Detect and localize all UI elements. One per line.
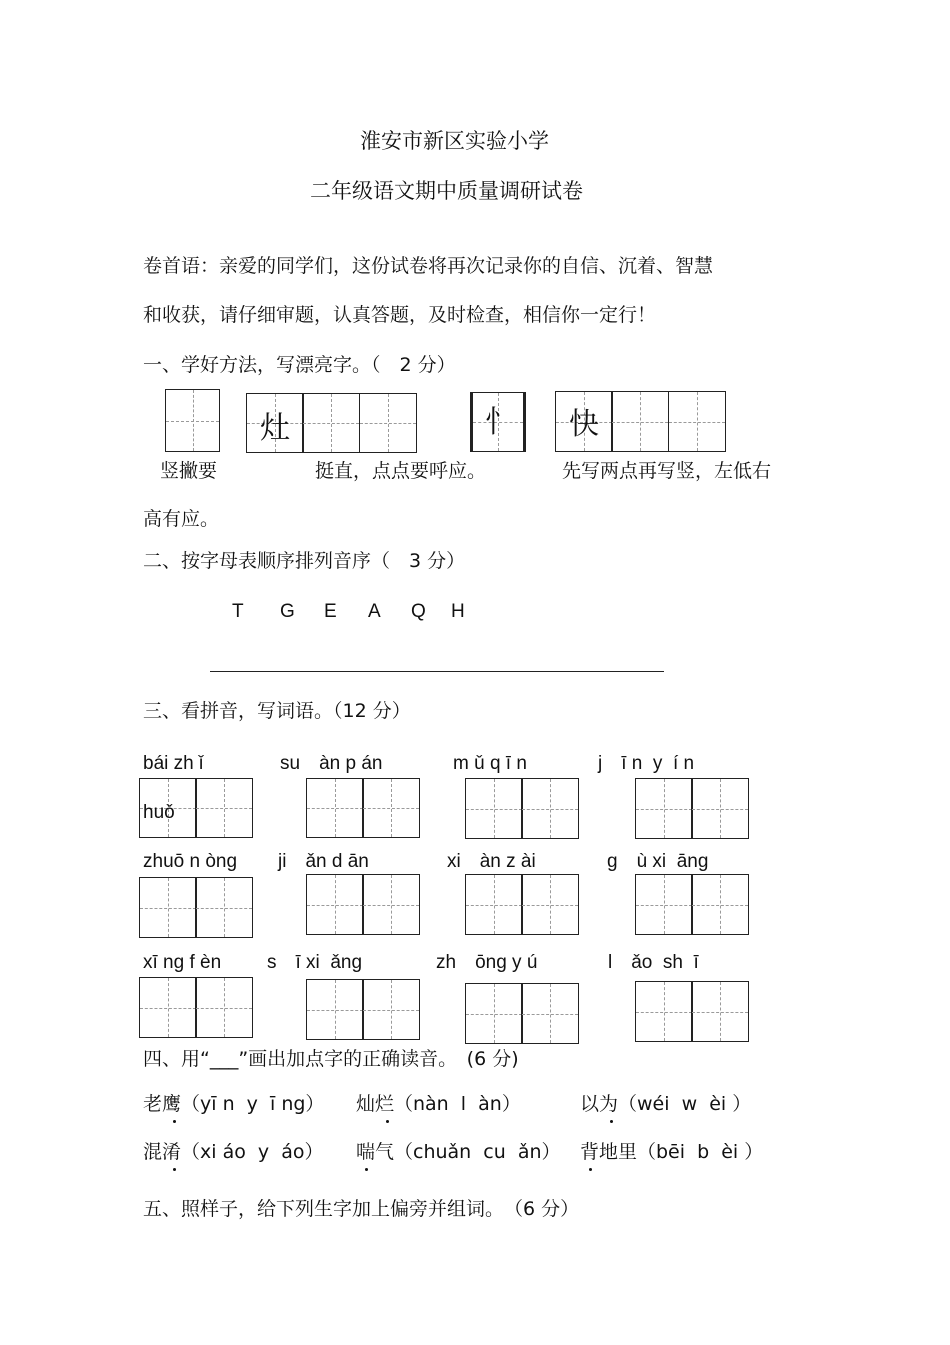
pinyin-r3-1: xī ng f èn: [143, 952, 222, 973]
writing-cell[interactable]: [306, 979, 364, 1040]
writing-cell[interactable]: [362, 979, 420, 1040]
word-grid-r2-4[interactable]: [635, 874, 749, 935]
writing-cell[interactable]: [465, 874, 523, 935]
letter-q: Q: [411, 601, 426, 622]
writing-cell[interactable]: [691, 778, 749, 839]
writing-cell[interactable]: [470, 392, 526, 452]
writing-cell[interactable]: [139, 877, 197, 938]
writing-cell[interactable]: [246, 393, 304, 453]
pinyin-r2-4: g ù xi āng: [607, 851, 709, 872]
writing-grid-3[interactable]: [470, 392, 526, 452]
section-1-heading: 一、学好方法，写漂亮字。（ 2 分）: [143, 354, 456, 376]
writing-cell[interactable]: [635, 981, 693, 1042]
emphasis-dot: [610, 1120, 613, 1123]
writing-grid-2[interactable]: [246, 393, 417, 453]
writing-cell[interactable]: [306, 778, 364, 838]
writing-cell[interactable]: [611, 391, 669, 452]
writing-cell[interactable]: [195, 778, 253, 838]
word-grid-r3-3[interactable]: [465, 983, 579, 1044]
answer-line[interactable]: [210, 671, 664, 672]
pinyin-r1-1: bái zh ǐ: [143, 753, 204, 774]
school-name: 淮安市新区实验小学: [360, 129, 549, 153]
section-4-heading: 四、用“___”画出加点字的正确读音。 (6 分): [143, 1048, 519, 1070]
writing-cell[interactable]: [521, 874, 579, 935]
tip-b: 挺直，点点要呼应。: [315, 460, 487, 482]
writing-cell[interactable]: [165, 389, 220, 452]
writing-cell[interactable]: [306, 874, 364, 935]
char-kuai: 快: [569, 407, 599, 442]
section-5-heading: 五、照样子，给下列生字加上偏旁并组词。 （6 分）: [143, 1198, 580, 1220]
writing-cell[interactable]: [362, 778, 420, 838]
pinyin-r2-1: zhuō n òng: [143, 851, 238, 872]
emphasis-dot: [365, 1168, 368, 1171]
tip-d: 高有应。: [143, 508, 220, 530]
pinyin-r3-3: zh ōng y ú: [436, 952, 538, 973]
letter-g: G: [280, 601, 295, 622]
section-3-heading: 三、看拼音，写词语。（12 分）: [143, 700, 411, 722]
pinyin-r3-4: l ǎo sh ī: [608, 952, 699, 973]
exam-title: 二年级语文期中质量调研试卷: [310, 179, 583, 203]
writing-cell[interactable]: [521, 983, 579, 1044]
pinyin-r1-extra: huǒ: [143, 802, 175, 823]
pinyin-r1-3: m ǔ q ī n: [453, 753, 527, 774]
pron-item-laoying[interactable]: 老鹰（yī n y ī ng）: [143, 1093, 325, 1115]
writing-cell[interactable]: [302, 393, 360, 453]
letter-t: T: [232, 601, 244, 622]
char-xin-radical: 忄: [485, 405, 515, 440]
word-grid-r2-2[interactable]: [306, 874, 420, 935]
pron-item-beidili[interactable]: 背地里（bēi b èi ）: [580, 1141, 764, 1163]
emphasis-dot: [386, 1120, 389, 1123]
writing-cell[interactable]: [635, 874, 693, 935]
writing-cell[interactable]: [521, 778, 579, 839]
writing-cell[interactable]: [691, 874, 749, 935]
writing-cell[interactable]: [195, 877, 253, 938]
writing-cell[interactable]: [668, 391, 726, 452]
word-grid-r2-1[interactable]: [139, 877, 253, 938]
writing-cell[interactable]: [635, 778, 693, 839]
word-grid-r1-3[interactable]: [465, 778, 579, 839]
writing-cell[interactable]: [359, 393, 417, 453]
letter-e: E: [324, 601, 337, 622]
pinyin-r3-2: s ī xi ǎng: [267, 952, 363, 973]
pinyin-r2-2: ji ǎn d ān: [278, 851, 369, 872]
tip-c: 先写两点再写竖，左低右: [562, 460, 772, 482]
pinyin-r2-3: xi àn z ài: [447, 851, 536, 872]
writing-cell[interactable]: [362, 874, 420, 935]
word-grid-r3-1[interactable]: [139, 977, 253, 1038]
pinyin-r1-4: j ī n y í n: [598, 753, 695, 774]
writing-cell[interactable]: [195, 977, 253, 1038]
pinyin-r1-2: su àn p án: [280, 753, 383, 774]
word-grid-r3-4[interactable]: [635, 981, 749, 1042]
emphasis-dot: [173, 1120, 176, 1123]
word-grid-r1-2[interactable]: [306, 778, 420, 838]
pron-item-chuanqi[interactable]: 喘气（chuǎn cu ǎn）: [356, 1141, 561, 1163]
letter-a: A: [368, 601, 381, 622]
writing-grid-1[interactable]: [165, 389, 220, 452]
writing-cell[interactable]: [465, 778, 523, 839]
letter-h: H: [451, 601, 465, 622]
char-zao: 灶: [260, 411, 290, 446]
word-grid-r3-2[interactable]: [306, 979, 420, 1040]
intro-line-1: 卷首语：亲爱的同学们，这份试卷将再次记录你的自信、沉着、智慧: [143, 255, 714, 277]
pron-item-hunxiao[interactable]: 混淆（xi áo y áo）: [143, 1141, 324, 1163]
pron-item-canlan[interactable]: 灿烂（nàn l àn）: [356, 1093, 521, 1115]
tip-a: 竖撇要: [160, 460, 218, 482]
writing-grid-4[interactable]: [555, 391, 726, 452]
writing-cell[interactable]: [555, 391, 613, 452]
intro-line-2: 和收获，请仔细审题，认真答题，及时检查，相信你一定行！: [143, 304, 657, 326]
word-grid-r1-4[interactable]: [635, 778, 749, 839]
emphasis-dot: [173, 1168, 176, 1171]
emphasis-dot: [589, 1168, 592, 1171]
section-2-heading: 二、按字母表顺序排列音序（ 3 分）: [143, 550, 466, 572]
writing-cell[interactable]: [139, 977, 197, 1038]
writing-cell[interactable]: [465, 983, 523, 1044]
writing-cell[interactable]: [691, 981, 749, 1042]
word-grid-r2-3[interactable]: [465, 874, 579, 935]
pron-item-yiwei[interactable]: 以为（wéi w èi ）: [580, 1093, 752, 1115]
